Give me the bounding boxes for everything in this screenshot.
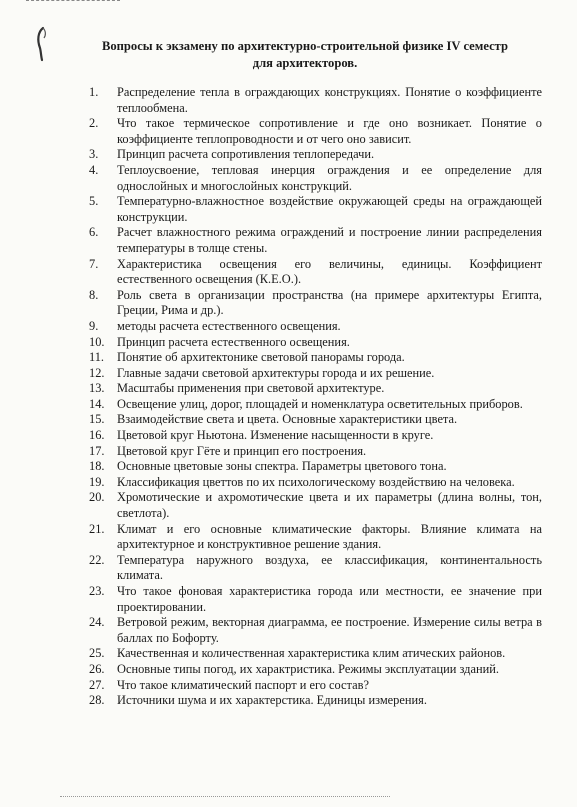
question-number: 7. [89, 256, 99, 271]
question-text: Классификация цветтов по их психологическому воздействию на человека. [117, 474, 515, 489]
question-number: 22. [89, 552, 105, 567]
question-item [89, 475, 542, 491]
question-text: Цветовой круг Ньютона. Изменение насыщенности в круге. [117, 428, 434, 443]
question-number: 23. [89, 584, 105, 598]
question-number: 8. [89, 287, 99, 302]
question-number: 14. [89, 396, 105, 411]
title-line-1: Вопросы к экзамену по архитектурно-строительной физике IV семестр [101, 39, 509, 53]
question-text: Качественная и количественная характеристика клим атических районов. [117, 646, 506, 661]
question-item [89, 335, 542, 351]
question-text: Расчет влажностного режима ограждений и построение линии распределения температуры в толще стены. [117, 225, 542, 255]
question-item [89, 615, 542, 646]
question-number: 2. [89, 116, 99, 131]
pen-mark-icon [34, 26, 50, 62]
document-title [60, 38, 550, 72]
question-number: 19. [89, 474, 105, 489]
question-number: 13. [89, 381, 105, 396]
question-item [89, 412, 542, 428]
question-text: Что такое термическое сопротивление и где оно возникает. Понятие о коэффициенте теплопроводности и от чего оно зависит. [117, 116, 542, 146]
question-number: 5. [89, 194, 99, 209]
question-number: 20. [89, 490, 105, 505]
question-text: Температурно-влажностное воздействие окружающей среды на ограждающей конструкции. [117, 194, 542, 224]
question-item [89, 428, 542, 444]
question-text: Взаимодействие света и цвета. Основные характеристики цвета. [117, 412, 458, 427]
scan-top-mark [26, 0, 120, 7]
question-item [89, 116, 542, 147]
question-number: 25. [89, 646, 105, 661]
question-text: Главные задачи световой архитектуры города и их решение. [117, 365, 435, 380]
question-text: Принцип расчета естественного освещения. [117, 334, 350, 349]
question-text: Климат и его основные климатические факторы. Влияние климата на архитектурное и конструктивное решение здания. [117, 521, 542, 552]
question-item [89, 350, 542, 366]
question-item [89, 553, 542, 584]
question-item [89, 444, 542, 460]
question-text: Источники шума и их характерстика. Единицы измерения. [117, 693, 427, 708]
question-item [89, 397, 542, 413]
question-item [89, 85, 542, 116]
question-number: 27. [89, 677, 105, 692]
question-number: 6. [89, 225, 99, 240]
question-number: 11. [89, 350, 105, 365]
question-number: 3. [89, 147, 99, 162]
question-item [89, 459, 542, 475]
title-line-2: для архитекторов. [252, 56, 358, 70]
question-item [89, 646, 542, 662]
question-number: 17. [89, 443, 105, 458]
question-number: 28. [89, 693, 105, 708]
question-text: методы расчета естественного освещения. [117, 318, 341, 333]
question-text: Теплоусвоение, тепловая инерция ограждения и ее определение для однослойных и многослойных конструкций. [117, 162, 542, 193]
question-number: 1. [89, 85, 99, 99]
question-item [89, 147, 542, 163]
question-text: Хромотические и ахромотические цвета и их параметры (длина волны, тон, светлота). [117, 490, 542, 521]
question-number: 21. [89, 521, 105, 536]
question-item [89, 662, 542, 678]
question-text: Цветовой круг Гёте и принцип его построения. [117, 443, 367, 458]
question-text: Понятие об архитектонике световой панорамы города. [117, 350, 405, 365]
question-text: Распределение тепла в ограждающих конструкциях. Понятие о коэффициенте теплообмена. [117, 85, 542, 115]
question-item [89, 366, 542, 382]
question-number: 10. [89, 334, 105, 349]
question-item [89, 678, 542, 694]
question-number: 15. [89, 412, 105, 427]
scan-bottom-edge [60, 796, 390, 797]
question-text: Ветровой режим, векторная диаграмма, ее построение. Измерение силы ветра в баллах по Бофорту. [117, 615, 542, 645]
question-item [89, 225, 542, 256]
question-text: Масштабы применения при световой архитектуре. [117, 381, 385, 396]
question-item [89, 319, 542, 335]
question-item [89, 163, 542, 194]
question-text: Основные типы погод, их характристика. Режимы эксплуатации зданий. [117, 661, 499, 676]
question-item [89, 257, 542, 288]
question-text: Основные цветовые зоны спектра. Параметры цветового тона. [117, 459, 447, 474]
question-item [89, 194, 542, 225]
question-item [89, 693, 542, 709]
question-number: 4. [89, 162, 99, 177]
question-number: 26. [89, 661, 105, 676]
question-text: Роль света в организации пространства (на примере архитектуры Египта, Греции, Рима и др.). [117, 287, 542, 318]
question-text: Что такое фоновая характеристика города или местности, ее значение при проектировании. [117, 584, 542, 614]
question-list [89, 85, 542, 709]
question-item [89, 522, 542, 553]
question-item [89, 584, 542, 615]
question-number: 18. [89, 459, 105, 474]
question-number: 9. [89, 318, 99, 333]
question-number: 24. [89, 615, 105, 630]
question-number: 12. [89, 365, 105, 380]
question-text: Освещение улиц, дорог, площадей и номенклатура осветительных приборов. [117, 396, 523, 411]
question-text: Принцип расчета сопротивления теплопередачи. [117, 147, 375, 162]
question-item [89, 288, 542, 319]
question-item [89, 381, 542, 397]
question-text: Характеристика освещения его величины, единицы. Коэффициент естественного освещения (К.Е.О.). [117, 256, 542, 287]
question-text: Что такое климатический паспорт и его состав? [117, 677, 369, 692]
question-item [89, 490, 542, 521]
question-number: 16. [89, 428, 105, 443]
question-text: Температура наружного воздуха, ее классификация, континентальность климата. [117, 552, 542, 583]
